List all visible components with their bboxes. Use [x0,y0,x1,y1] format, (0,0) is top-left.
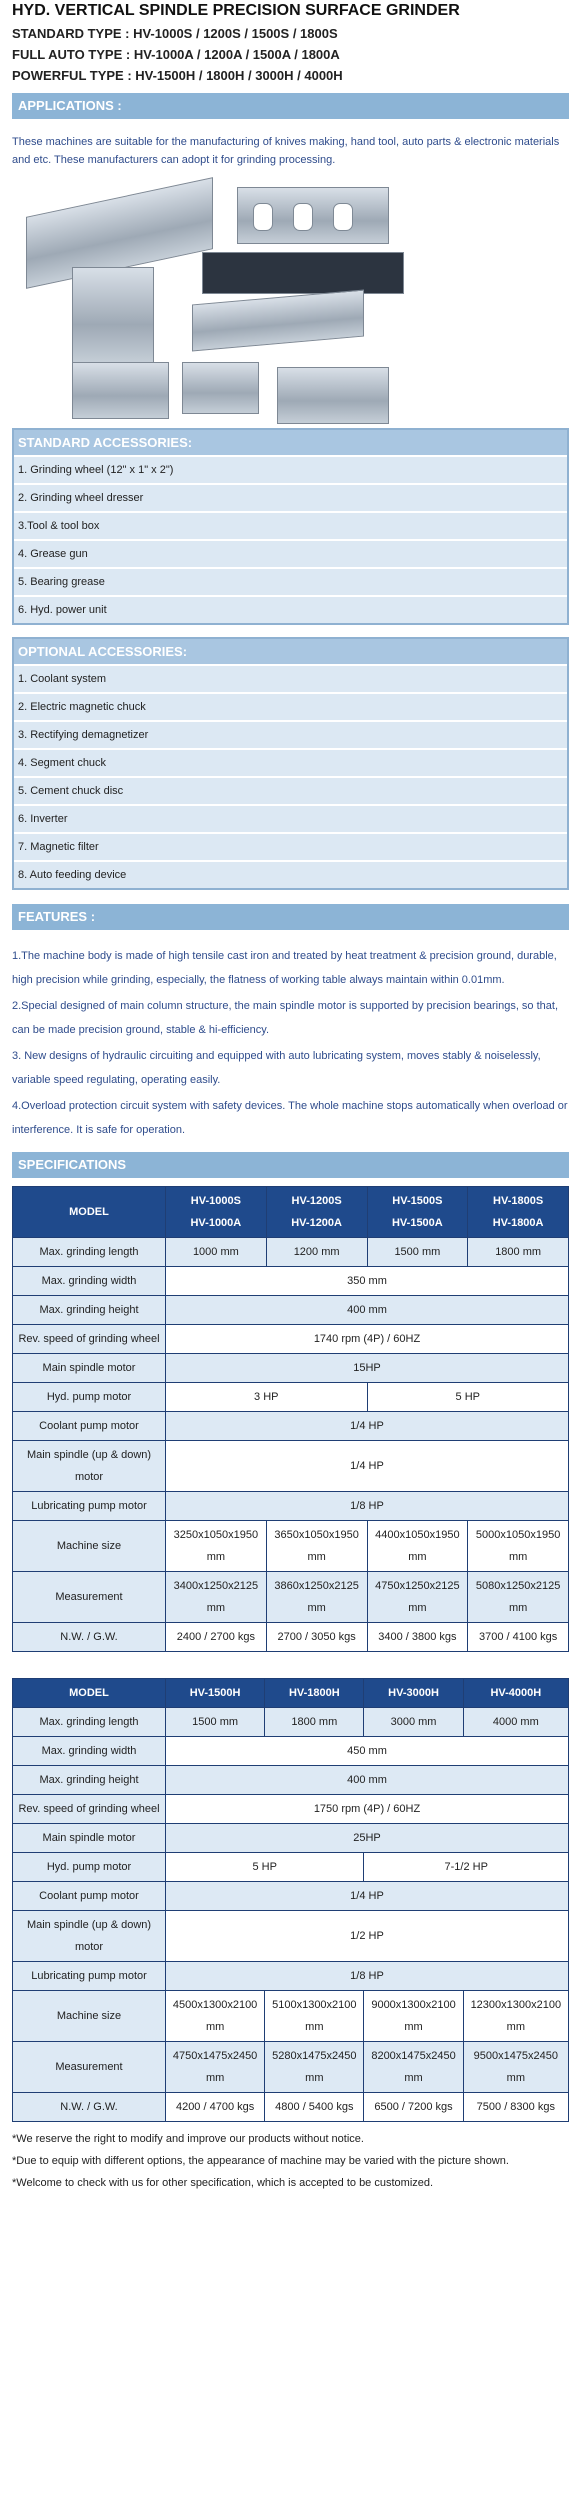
model-name: HV-1200S [291,1195,342,1207]
table-cell: 350 mm [166,1267,568,1295]
model-name: HV-1500H [166,1679,264,1707]
model-header: MODEL [13,1679,165,1707]
model-name: HV-3000H [364,1679,462,1707]
table-cell: 1/4 HP [166,1412,568,1440]
table-cell: 6500 / 7200 kgs [364,2093,462,2121]
table-cell: 1800 mm [265,1708,363,1736]
list-item: 6. Hyd. power unit [14,595,567,623]
row-label: Main spindle motor [13,1824,165,1852]
table-cell: 1/8 HP [166,1962,568,1990]
table-cell: 3860x1250x2125 mm [267,1572,367,1622]
table-cell: 1/4 HP [166,1882,568,1910]
table-cell: 7500 / 8300 kgs [464,2093,568,2121]
table-cell: 4400x1050x1950 mm [368,1521,468,1571]
row-label: N.W. / G.W. [13,2093,165,2121]
standard-accessories-table [12,428,569,625]
table-cell: 2400 / 2700 kgs [166,1623,266,1651]
table-cell: 8200x1475x2450 mm [364,2042,462,2092]
list-item: 6. Inverter [14,804,567,832]
type-powerful: POWERFUL TYPE : HV-1500H / 1800H / 3000H / 4000H [12,68,343,83]
row-label: Machine size [13,1521,165,1571]
standard-accessories-heading: STANDARD ACCESSORIES: [14,430,567,455]
model-name: HV-1200A [291,1217,342,1229]
row-label: Coolant pump motor [13,1412,165,1440]
table-cell: 9000x1300x2100 mm [364,1991,462,2041]
model-header: MODEL [13,1187,165,1237]
table-cell: 400 mm [166,1296,568,1324]
feature-item: 3. New designs of hydraulic circuiting and equipped with auto lubricating system, moves stably & noiselessly, variable speed regulating, operating easily. [12,1050,541,1086]
note-item: *We reserve the right to modify and improve our products without notice. [12,2133,364,2145]
spec-table-powerful [12,1678,569,2122]
applications-text: These machines are suitable for the manufacturing of knives making, hand tool, auto parts & electronic materials and etc. These manufacturers can adopt it for grinding processing. [12,136,560,166]
row-label: Max. grinding height [13,1296,165,1324]
model-name: HV-1500S [392,1195,443,1207]
table-cell: 5100x1300x2100 mm [265,1991,363,2041]
table-cell: 4500x1300x2100 mm [166,1991,264,2041]
list-item: 1. Grinding wheel (12" x 1" x 2") [14,455,567,483]
list-item: 2. Electric magnetic chuck [14,692,567,720]
model-name: HV-1800A [492,1217,544,1229]
table-cell: 3 HP [166,1383,367,1411]
list-item: 4. Segment chuck [14,748,567,776]
notes [12,2128,569,2194]
list-item: 2. Grinding wheel dresser [14,483,567,511]
model-name: HV-1000A [190,1217,242,1229]
table-cell: 450 mm [166,1737,568,1765]
table-cell: 1750 rpm (4P) / 60HZ [166,1795,568,1823]
feature-item: 2.Special designed of main column structure, the main spindle motor is supported by precision bearings, so that, can be made precision ground, stable & hi-efficiency. [12,1000,559,1036]
row-label: Machine size [13,1991,165,2041]
row-label: N.W. / G.W. [13,1623,165,1651]
table-cell: 1200 mm [267,1238,367,1266]
table-cell: 5 HP [166,1853,363,1881]
model-name: HV-4000H [464,1679,568,1707]
model-name: HV-1800H [265,1679,363,1707]
table-cell: 1800 mm [468,1238,568,1266]
optional-accessories-heading: OPTIONAL ACCESSORIES: [14,639,567,664]
row-label: Max. grinding length [13,1238,165,1266]
table-cell: 5000x1050x1950 mm [468,1521,568,1571]
table-cell: 1500 mm [368,1238,468,1266]
type-full-auto: FULL AUTO TYPE : HV-1000A / 1200A / 1500A / 1800A [12,47,340,62]
row-label: Max. grinding width [13,1267,165,1295]
model-name: HV-1500A [391,1217,443,1229]
specifications-heading: SPECIFICATIONS [12,1152,569,1178]
list-item: 1. Coolant system [14,664,567,692]
row-label: Coolant pump motor [13,1882,165,1910]
table-cell: 2700 / 3050 kgs [267,1623,367,1651]
list-item: 4. Grease gun [14,539,567,567]
row-label: Rev. speed of grinding wheel [13,1795,165,1823]
list-item: 5. Cement chuck disc [14,776,567,804]
table-cell: 4750x1475x2450 mm [166,2042,264,2092]
table-cell: 9500x1475x2450 mm [464,2042,568,2092]
optional-accessories-table [12,637,569,890]
applications-heading: APPLICATIONS : [12,93,569,119]
note-item: *Welcome to check with us for other specification, which is accepted to be customized. [12,2177,434,2189]
table-cell: 1/2 HP [166,1911,568,1961]
table-cell: 3000 mm [364,1708,462,1736]
row-label: Max. grinding length [13,1708,165,1736]
table-cell: 3700 / 4100 kgs [468,1623,568,1651]
page-title: HYD. VERTICAL SPINDLE PRECISION SURFACE GRINDER [12,2,460,19]
row-label: Hyd. pump motor [13,1383,165,1411]
table-cell: 1000 mm [166,1238,266,1266]
table-cell: 4000 mm [464,1708,568,1736]
table-cell: 3400 / 3800 kgs [368,1623,468,1651]
row-label: Rev. speed of grinding wheel [13,1325,165,1353]
row-label: Max. grinding height [13,1766,165,1794]
table-cell: 1/8 HP [166,1492,568,1520]
list-item: 5. Bearing grease [14,567,567,595]
row-label: Hyd. pump motor [13,1853,165,1881]
table-cell: 12300x1300x2100 mm [464,1991,568,2041]
row-label: Max. grinding width [13,1737,165,1765]
row-label: Measurement [13,1572,165,1622]
table-cell: 1740 rpm (4P) / 60HZ [166,1325,568,1353]
table-cell: 4800 / 5400 kgs [265,2093,363,2121]
list-item: 3.Tool & tool box [14,511,567,539]
feature-item: 4.Overload protection circuit system with safety devices. The whole machine stops automatically when overload or interference. It is safe for operation. [12,1100,568,1136]
table-cell: 3650x1050x1950 mm [267,1521,367,1571]
table-cell: 25HP [166,1824,568,1852]
table-cell: 4200 / 4700 kgs [166,2093,264,2121]
product-photo [12,177,569,422]
list-item: 3. Rectifying demagnetizer [14,720,567,748]
row-label: Main spindle motor [13,1354,165,1382]
row-label: Main spindle (up & down) motor [13,1441,165,1491]
table-cell: 3400x1250x2125 mm [166,1572,266,1622]
row-label: Main spindle (up & down) motor [13,1911,165,1961]
table-cell: 15HP [166,1354,568,1382]
table-cell: 5280x1475x2450 mm [265,2042,363,2092]
table-cell: 400 mm [166,1766,568,1794]
list-item: 7. Magnetic filter [14,832,567,860]
table-cell: 4750x1250x2125 mm [368,1572,468,1622]
features-heading: FEATURES : [12,904,569,930]
row-label: Lubricating pump motor [13,1962,165,1990]
row-label: Measurement [13,2042,165,2092]
feature-item: 1.The machine body is made of high tensile cast iron and treated by heat treatment & precision ground, durable, high precision while grinding, especially, the flatness of working table always maintain within 0.01mm. [12,950,557,986]
row-label: Lubricating pump motor [13,1492,165,1520]
note-item: *Due to equip with different options, the appearance of machine may be varied with the picture shown. [12,2155,509,2167]
table-cell: 5 HP [368,1383,569,1411]
table-cell: 5080x1250x2125 mm [468,1572,568,1622]
table-cell: 3250x1050x1950 mm [166,1521,266,1571]
table-cell: 1/4 HP [166,1441,568,1491]
model-name: HV-1000S [190,1195,241,1207]
spec-table-standard [12,1186,569,1652]
list-item: 8. Auto feeding device [14,860,567,888]
type-standard: STANDARD TYPE : HV-1000S / 1200S / 1500S / 1800S [12,26,338,41]
table-cell: 7-1/2 HP [364,1853,568,1881]
table-cell: 1500 mm [166,1708,264,1736]
model-name: HV-1800S [493,1195,544,1207]
